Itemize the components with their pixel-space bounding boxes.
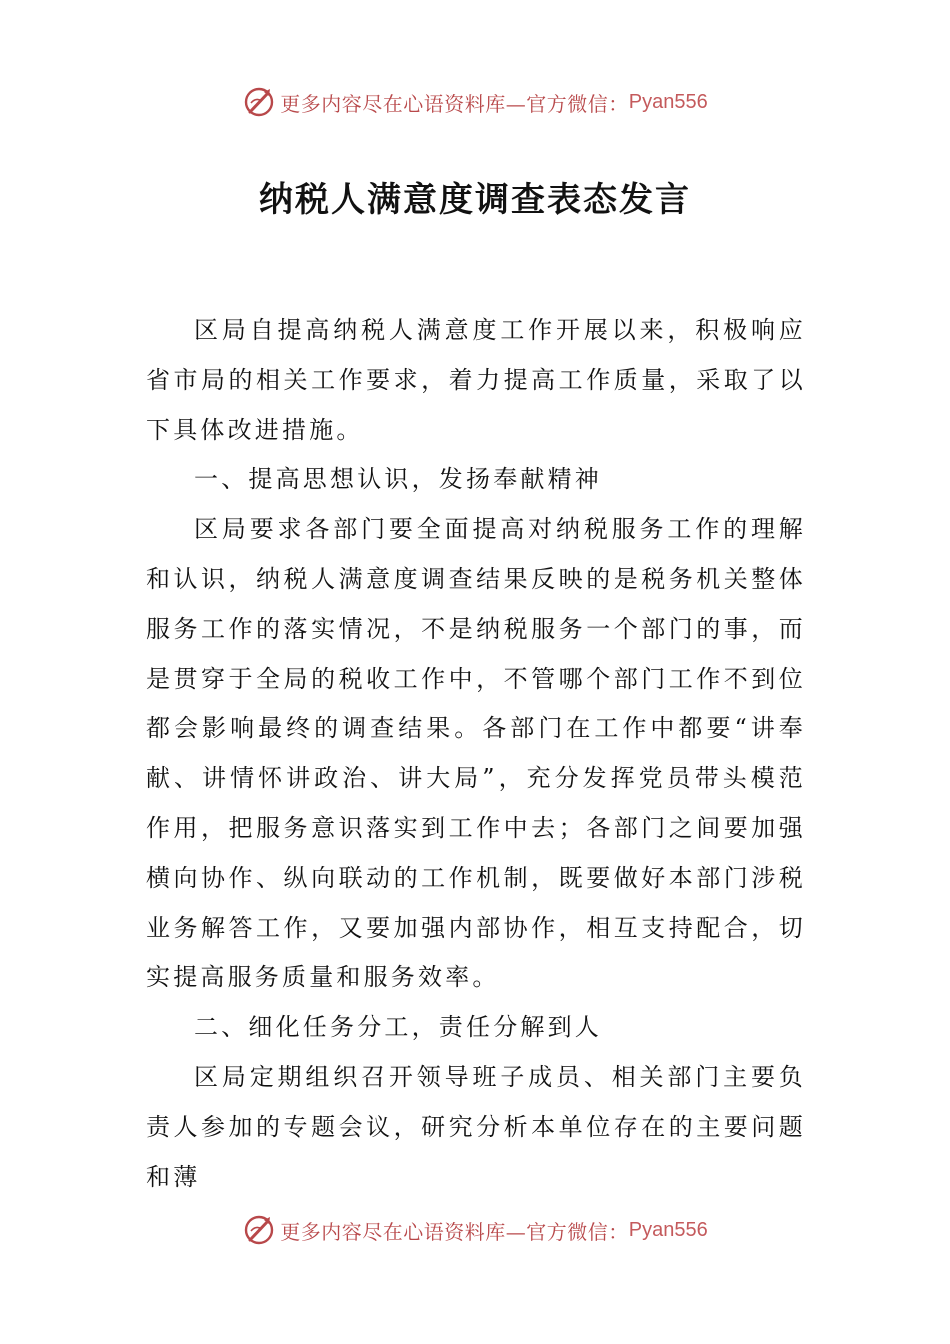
banner-wechat-id: Pyan556 <box>628 1218 708 1241</box>
header-watermark-banner <box>0 82 950 122</box>
paragraph-intro: 区局自提高纳税人满意度工作开展以来，积极响应省市局的相关工作要求，着力提高工作质量，采取了以下具体改进措施。 <box>146 316 806 444</box>
pen-logo-icon <box>242 1213 276 1247</box>
section-heading-1: 一、提高思想认识，发扬奉献精神 <box>194 465 602 494</box>
paragraph-section-2: 区局定期组织召开领导班子成员、相关部门主要负责人参加的专题会议，研究分析本单位存在的主要问题和薄 <box>146 1062 806 1191</box>
paragraph-section-1: 区局要求各部门要全面提高对纳税服务工作的理解和认识，纳税人满意度调查结果反映的是税务机关整体服务工作的落实情况，不是纳税服务一个部门的事，而是贯穿于全局的税收工作中，不管哪个部门工作不到位都会影响最终的调查结果。各部门在工作中都要“讲奉献、讲情怀讲政治、讲大局”，充分发挥党员带头模范作用，把服务意识落实到工作中去；各部门之间要加强横向协作、纵向联动的工作机制，既要做好本部门涉税业务解答工作，又要加强内部协作，相互支持配合，切实提高服务质量和服务效率。 <box>146 515 806 992</box>
banner-wechat-id: Pyan556 <box>628 90 708 113</box>
section-heading-2: 二、细化任务分工，责任分解到人 <box>194 1013 602 1042</box>
footer-watermark-banner <box>0 1210 950 1250</box>
pen-logo-icon <box>242 85 276 119</box>
document-body <box>146 306 806 1202</box>
banner-text: 更多内容尽在心语资料库—官方微信： <box>280 1219 629 1244</box>
document-title: 纳税人满意度调查表态发言 <box>259 180 691 220</box>
banner-text: 更多内容尽在心语资料库—官方微信： <box>280 91 629 116</box>
